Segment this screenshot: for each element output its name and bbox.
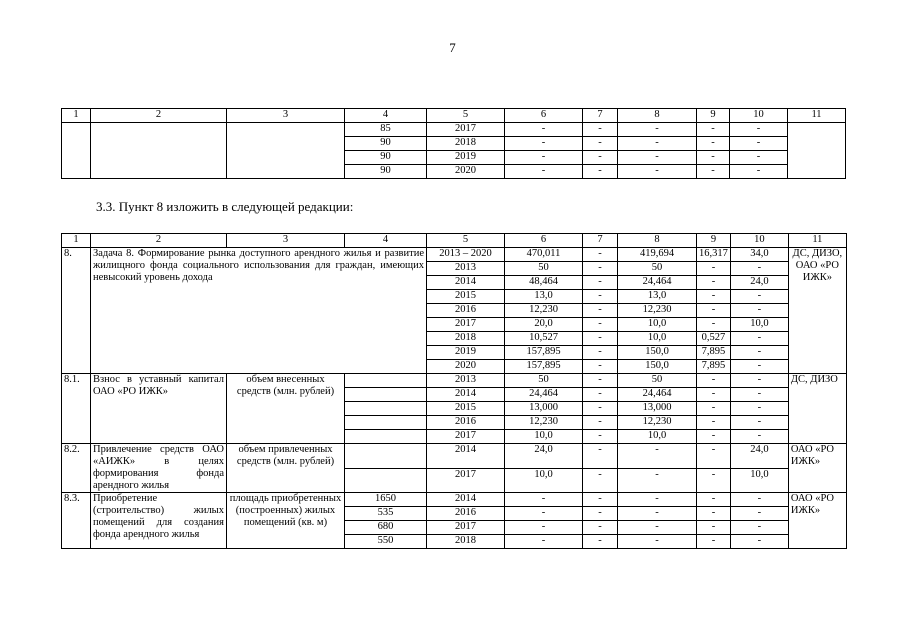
data-cell: 2013 xyxy=(427,374,505,388)
data-cell: - xyxy=(730,304,788,318)
data-cell: - xyxy=(618,468,697,493)
continuation-table xyxy=(61,108,846,179)
data-cell: - xyxy=(697,318,731,332)
data-cell: - xyxy=(697,493,731,507)
data-cell: 12,230 xyxy=(618,304,697,318)
data-cell: 150,0 xyxy=(618,346,697,360)
column-header-cell: 7 xyxy=(583,234,618,248)
table-row xyxy=(62,374,847,388)
column-header-cell: 3 xyxy=(227,234,345,248)
data-cell: 2020 xyxy=(427,360,505,374)
data-cell: 2016 xyxy=(427,507,505,521)
table-row xyxy=(62,493,847,507)
data-cell: - xyxy=(583,416,618,430)
data-cell: - xyxy=(697,416,731,430)
section-heading: 3.3. Пункт 8 изложить в следующей редакции: xyxy=(96,199,354,214)
column-header-cell: 1 xyxy=(62,234,91,248)
data-cell: - xyxy=(505,493,583,507)
data-cell: - xyxy=(618,151,697,165)
table-row xyxy=(62,444,847,469)
column-header-cell: 8 xyxy=(618,109,697,123)
data-cell: - xyxy=(618,521,697,535)
data-cell: 50 xyxy=(618,262,697,276)
data-cell: 2020 xyxy=(427,165,505,179)
column-header-cell: 9 xyxy=(697,234,731,248)
data-cell: 20,0 xyxy=(505,318,583,332)
data-cell: 2013 xyxy=(427,262,505,276)
data-cell: - xyxy=(730,402,788,416)
data-cell: 34,0 xyxy=(730,248,788,262)
column-header-cell: 2 xyxy=(91,109,227,123)
data-cell: - xyxy=(730,137,788,151)
data-cell: 10,527 xyxy=(505,332,583,346)
data-cell: - xyxy=(697,507,731,521)
data-cell: - xyxy=(697,468,731,493)
executor-cell: ДС, ДИЗО xyxy=(788,374,846,444)
data-cell: 10,0 xyxy=(618,332,697,346)
data-cell: - xyxy=(730,360,788,374)
data-cell: 90 xyxy=(345,137,427,151)
data-cell: - xyxy=(697,137,730,151)
data-cell: - xyxy=(583,151,618,165)
data-cell: - xyxy=(583,374,618,388)
data-cell: - xyxy=(505,521,583,535)
data-cell: - xyxy=(618,493,697,507)
data-cell: - xyxy=(697,123,730,137)
data-cell: - xyxy=(730,493,788,507)
data-cell: - xyxy=(583,137,618,151)
data-cell: - xyxy=(730,262,788,276)
measure-name: Взнос в уставный капитал ОАО «РО ИЖК» xyxy=(91,374,227,444)
measure-name: Приобретение (строительство) жилых помещений для создания фонда арендного жилья xyxy=(91,493,227,549)
empty-cell xyxy=(91,123,227,179)
data-cell: - xyxy=(583,318,618,332)
measure-name: Привлечение средств ОАО «АИЖК» в целях формирования фонда арендного жилья xyxy=(91,444,227,493)
data-cell: - xyxy=(505,507,583,521)
data-cell xyxy=(345,430,427,444)
data-cell: - xyxy=(618,165,697,179)
executor-cell: ДС, ДИЗО, ОАО «РО ИЖК» xyxy=(788,248,846,374)
data-cell: 50 xyxy=(618,374,697,388)
column-header-cell: 4 xyxy=(345,109,427,123)
data-cell: 2017 xyxy=(427,123,505,137)
column-header-cell: 9 xyxy=(697,109,730,123)
data-cell: 2018 xyxy=(427,332,505,346)
data-cell: - xyxy=(730,388,788,402)
data-cell: - xyxy=(583,388,618,402)
data-cell: 2017 xyxy=(427,430,505,444)
column-header-cell: 4 xyxy=(345,234,427,248)
column-header-cell: 10 xyxy=(730,109,788,123)
column-header-cell: 3 xyxy=(227,109,345,123)
data-cell: 12,230 xyxy=(505,304,583,318)
data-cell: - xyxy=(697,430,731,444)
data-cell: 10,0 xyxy=(618,318,697,332)
data-cell: 50 xyxy=(505,262,583,276)
column-header-cell: 5 xyxy=(427,234,505,248)
data-cell: - xyxy=(730,165,788,179)
program-table xyxy=(61,233,847,549)
data-cell: - xyxy=(730,374,788,388)
data-cell xyxy=(345,402,427,416)
data-cell: 10,0 xyxy=(505,430,583,444)
data-cell: - xyxy=(583,493,618,507)
data-cell: - xyxy=(583,444,618,469)
data-cell: - xyxy=(583,468,618,493)
data-cell: - xyxy=(730,332,788,346)
data-cell: - xyxy=(583,262,618,276)
data-cell: 2017 xyxy=(427,521,505,535)
data-cell: 157,895 xyxy=(505,360,583,374)
table-row xyxy=(62,248,847,262)
data-cell xyxy=(345,388,427,402)
column-header-row xyxy=(62,234,847,248)
column-header-cell: 11 xyxy=(788,109,846,123)
data-cell: - xyxy=(697,535,731,549)
data-cell: 2013 – 2020 xyxy=(427,248,505,262)
data-cell: - xyxy=(583,521,618,535)
task-description: Задача 8. Формирование рынка доступного арендного жилья и развитие жилищного фонда социального использования для граждан, имеющих невысокий уровень дохода xyxy=(91,248,427,374)
data-cell: 7,895 xyxy=(697,360,731,374)
data-cell: 2018 xyxy=(427,535,505,549)
data-cell: - xyxy=(697,276,731,290)
row-number: 8. xyxy=(62,248,91,374)
data-cell: - xyxy=(505,137,583,151)
data-cell: - xyxy=(618,444,697,469)
data-cell: 2016 xyxy=(427,416,505,430)
data-cell: 85 xyxy=(345,123,427,137)
data-cell: 10,0 xyxy=(730,318,788,332)
data-cell: - xyxy=(583,290,618,304)
empty-cell xyxy=(227,123,345,179)
data-cell: - xyxy=(730,507,788,521)
data-cell: 13,000 xyxy=(618,402,697,416)
data-cell: - xyxy=(697,290,731,304)
data-cell: 419,694 xyxy=(618,248,697,262)
data-cell xyxy=(345,444,427,469)
data-cell: 13,0 xyxy=(505,290,583,304)
data-cell: 90 xyxy=(345,165,427,179)
executor-cell: ОАО «РО ИЖК» xyxy=(788,493,846,549)
data-cell: - xyxy=(583,507,618,521)
data-cell: 13,0 xyxy=(618,290,697,304)
indicator-name: объем внесенных средств (млн. рублей) xyxy=(227,374,345,444)
column-header-cell: 6 xyxy=(505,234,583,248)
data-cell: - xyxy=(730,416,788,430)
data-cell: 2015 xyxy=(427,290,505,304)
data-cell: - xyxy=(505,165,583,179)
data-cell: 157,895 xyxy=(505,346,583,360)
data-cell: 0,527 xyxy=(697,332,731,346)
data-cell: 470,011 xyxy=(505,248,583,262)
indicator-name: площадь приобретенных (построенных) жилых помещений (кв. м) xyxy=(227,493,345,549)
data-cell: 10,0 xyxy=(730,468,788,493)
data-cell: - xyxy=(730,123,788,137)
data-cell: - xyxy=(730,151,788,165)
data-cell: 2014 xyxy=(427,493,505,507)
data-cell: - xyxy=(730,521,788,535)
column-header-cell: 7 xyxy=(583,109,618,123)
data-cell: - xyxy=(583,304,618,318)
row-number: 8.2. xyxy=(62,444,91,493)
data-cell: 680 xyxy=(345,521,427,535)
column-header-cell: 11 xyxy=(788,234,846,248)
row-number: 8.3. xyxy=(62,493,91,549)
data-cell: - xyxy=(697,165,730,179)
data-cell: - xyxy=(583,360,618,374)
data-cell: - xyxy=(618,535,697,549)
data-cell: - xyxy=(697,304,731,318)
data-cell: - xyxy=(730,346,788,360)
data-cell: 2015 xyxy=(427,402,505,416)
data-cell: 550 xyxy=(345,535,427,549)
data-cell: - xyxy=(697,151,730,165)
data-cell: 7,895 xyxy=(697,346,731,360)
data-cell: 24,0 xyxy=(730,276,788,290)
column-header-cell: 10 xyxy=(730,234,788,248)
data-cell: 24,464 xyxy=(505,388,583,402)
data-cell: 2016 xyxy=(427,304,505,318)
data-cell: 2018 xyxy=(427,137,505,151)
data-cell: 24,464 xyxy=(618,388,697,402)
data-cell: - xyxy=(730,535,788,549)
data-cell: 90 xyxy=(345,151,427,165)
data-cell: 2014 xyxy=(427,276,505,290)
data-cell: 10,0 xyxy=(618,430,697,444)
data-cell: 13,000 xyxy=(505,402,583,416)
data-cell: - xyxy=(697,388,731,402)
empty-cell xyxy=(788,123,846,179)
data-cell xyxy=(345,374,427,388)
data-cell: - xyxy=(697,374,731,388)
data-cell: - xyxy=(583,402,618,416)
data-cell: - xyxy=(583,165,618,179)
data-cell: 12,230 xyxy=(618,416,697,430)
executor-cell: ОАО «РО ИЖК» xyxy=(788,444,846,493)
data-cell: 50 xyxy=(505,374,583,388)
data-cell xyxy=(345,416,427,430)
data-cell: - xyxy=(583,276,618,290)
page-number: 7 xyxy=(449,40,456,55)
indicator-name: объем привлеченных средств (млн. рублей) xyxy=(227,444,345,493)
data-cell: 2014 xyxy=(427,444,505,469)
empty-cell xyxy=(62,123,91,179)
data-cell: 2014 xyxy=(427,388,505,402)
data-cell: - xyxy=(583,248,618,262)
data-cell: - xyxy=(583,332,618,346)
data-cell: 12,230 xyxy=(505,416,583,430)
data-cell: 2017 xyxy=(427,318,505,332)
data-cell: - xyxy=(505,123,583,137)
column-header-cell: 1 xyxy=(62,109,91,123)
data-cell: - xyxy=(505,151,583,165)
data-cell: 48,464 xyxy=(505,276,583,290)
data-cell: - xyxy=(505,535,583,549)
column-header-cell: 2 xyxy=(91,234,227,248)
data-cell: 2017 xyxy=(427,468,505,493)
data-cell: 10,0 xyxy=(505,468,583,493)
data-cell: 24,0 xyxy=(730,444,788,469)
row-number: 8.1. xyxy=(62,374,91,444)
data-cell: - xyxy=(618,137,697,151)
column-header-row xyxy=(62,109,846,123)
data-cell: - xyxy=(618,123,697,137)
data-cell: - xyxy=(618,507,697,521)
data-cell: 2019 xyxy=(427,151,505,165)
data-cell: - xyxy=(697,444,731,469)
column-header-cell: 8 xyxy=(618,234,697,248)
data-cell: 2019 xyxy=(427,346,505,360)
data-cell: - xyxy=(583,430,618,444)
data-cell: 535 xyxy=(345,507,427,521)
table-row xyxy=(62,123,846,137)
data-cell: 1650 xyxy=(345,493,427,507)
data-cell: - xyxy=(583,535,618,549)
data-cell: - xyxy=(697,402,731,416)
data-cell: - xyxy=(730,290,788,304)
data-cell: 24,464 xyxy=(618,276,697,290)
data-cell: 150,0 xyxy=(618,360,697,374)
data-cell: - xyxy=(583,346,618,360)
data-cell: 16,317 xyxy=(697,248,731,262)
data-cell: - xyxy=(730,430,788,444)
data-cell: - xyxy=(583,123,618,137)
data-cell: - xyxy=(697,521,731,535)
data-cell xyxy=(345,468,427,493)
column-header-cell: 6 xyxy=(505,109,583,123)
data-cell: - xyxy=(697,262,731,276)
data-cell: 24,0 xyxy=(505,444,583,469)
column-header-cell: 5 xyxy=(427,109,505,123)
